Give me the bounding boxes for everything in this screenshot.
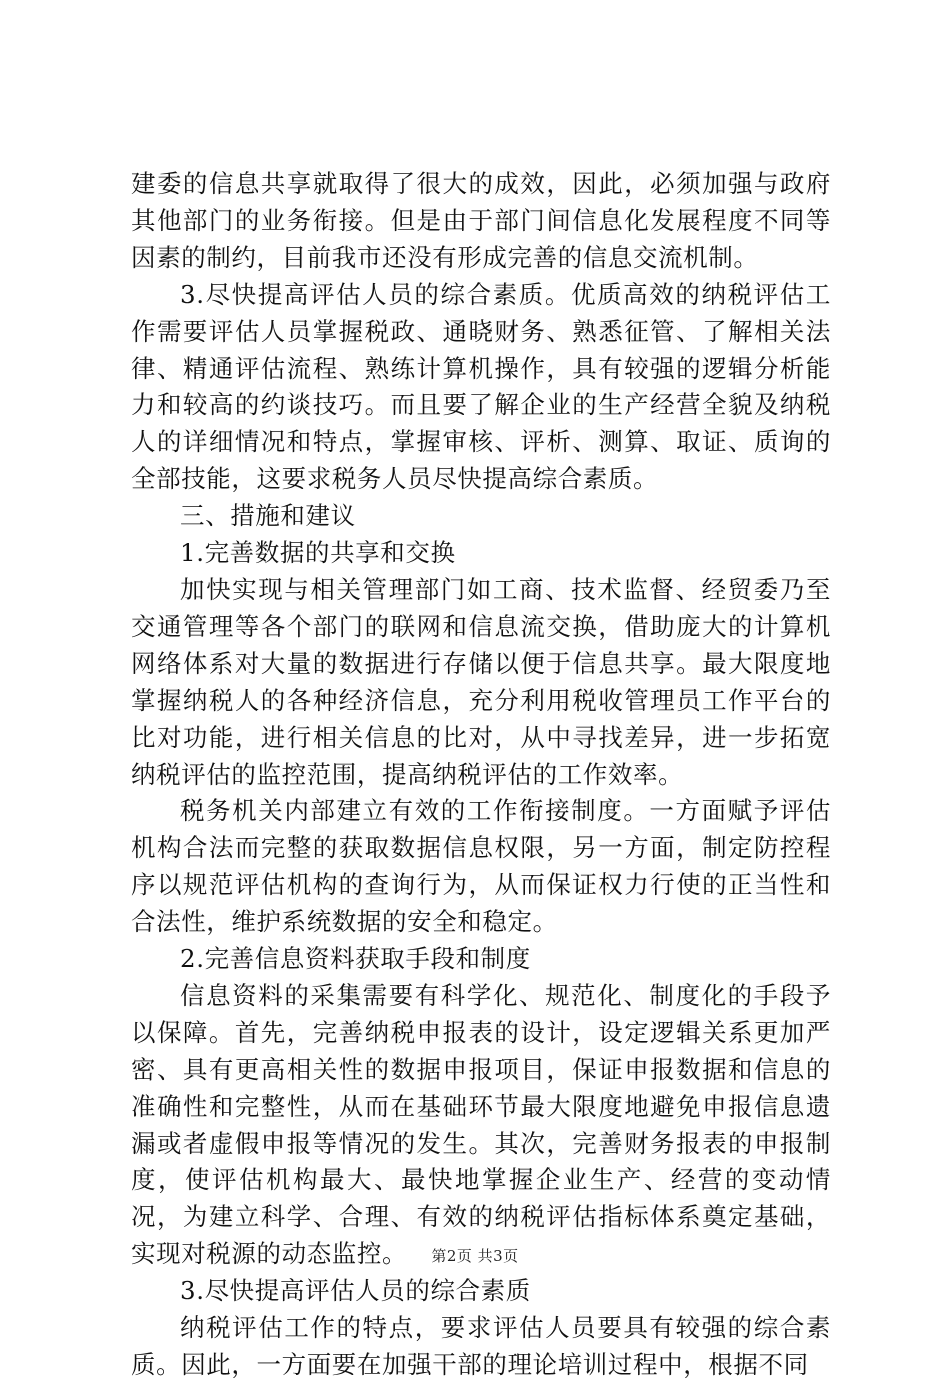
subheading-info-acquisition: 2.完善信息资料获取手段和制度 [180, 944, 531, 974]
paragraph-evaluator-training: 纳税评估工作的特点，要求评估人员要具有较强的综合素质。因此，一方面要在加强干部的理论培训过程中，根据不同 [131, 1313, 831, 1379]
paragraph-info-acquisition: 信息资料的采集需要有科学化、规范化、制度化的手段予以保障。首先，完善纳税申报表的设计，设定逻辑关系更加严密、具有更高相关性的数据申报项目，保证申报数据和信息的准确性和完整性，从而在基础环节最大限度地避免申报信息遗漏或者虚假申报等情况的发生。其次，完善财务报表的申报制度，使评估机构最大、最快地掌握企业生产、经营的变动情况，为建立科学、合理、有效的纳税评估指标体系奠定基础，实现对税源的动态监控。 [131, 980, 831, 1269]
paragraph-continuation: 建委的信息共享就取得了很大的成效，因此，必须加强与政府其他部门的业务衔接。但是由于部门间信息化发展程度不同等因素的制约，目前我市还没有形成完善的信息交流机制。 [131, 169, 831, 272]
paragraph-evaluator-quality: 3.尽快提高评估人员的综合素质。优质高效的纳税评估工作需要评估人员掌握税政、通晓财务、熟悉征管、了解相关法律、精通评估流程、熟练计算机操作，具有较强的逻辑分析能力和较高的约谈技巧。而且要了解企业的生产经营全貌及纳税人的详细情况和特点，掌握审核、评析、测算、取证、质询的全部技能，这要求税务人员尽快提高综合素质。 [131, 279, 831, 494]
subheading-evaluator-quality: 3.尽快提高评估人员的综合素质 [180, 1276, 531, 1306]
page-footer [0, 1246, 950, 1266]
page-number-label: 第2页 共3页 [431, 1247, 519, 1265]
subheading-data-sharing: 1.完善数据的共享和交换 [180, 538, 456, 568]
paragraph-internal-system: 税务机关内部建立有效的工作衔接制度。一方面赋予评估机构合法而完整的获取数据信息权限，另一方面，制定防控程序以规范评估机构的查询行为，从而保证权力行使的正当性和合法性，维护系统数据的安全和稳定。 [131, 796, 831, 937]
section-heading-measures: 三、措施和建议 [180, 501, 356, 531]
paragraph-data-sharing: 加快实现与相关管理部门如工商、技术监督、经贸委乃至交通管理等各个部门的联网和信息流交换，借助庞大的计算机网络体系对大量的数据进行存储以便于信息共享。最大限度地掌握纳税人的各种经济信息，充分利用税收管理员工作平台的比对功能，进行相关信息的比对，从中寻找差异，进一步拓宽纳税评估的监控范围，提高纳税评估的工作效率。 [131, 574, 831, 789]
document-body [131, 166, 831, 1384]
